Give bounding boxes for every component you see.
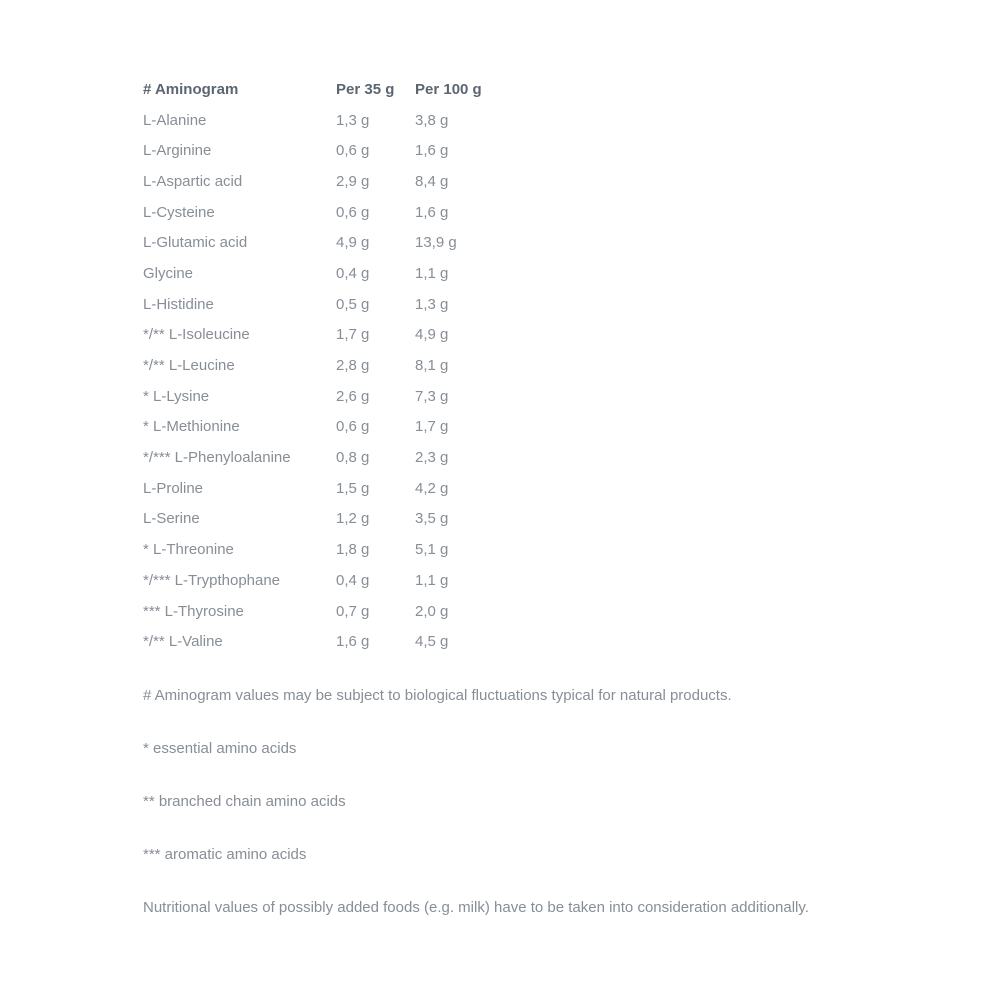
amino-value-per-35g: 1,8 g [336, 541, 370, 559]
table-row [143, 289, 555, 320]
table-row [143, 197, 555, 228]
amino-value-per-100g: 1,6 g [415, 142, 449, 160]
amino-value-per-35g: 0,5 g [336, 295, 370, 313]
amino-value-per-100g: 4,9 g [415, 326, 449, 344]
amino-value-per-35g: 1,5 g [336, 479, 370, 497]
table-row [143, 166, 555, 197]
amino-value-per-35g: 1,3 g [336, 111, 370, 129]
amino-value-per-35g: 0,8 g [336, 449, 370, 467]
table-row [143, 412, 555, 443]
amino-value-per-35g: 0,7 g [336, 602, 370, 620]
amino-acid-name: L-Arginine [143, 142, 212, 160]
table-row [143, 534, 555, 565]
amino-acid-name: L-Glutamic acid [143, 234, 248, 252]
amino-value-per-35g: 1,6 g [336, 633, 370, 651]
footnote: # Aminogram values may be subject to biological fluctuations typical for natural products. [143, 687, 732, 705]
footnote: * essential amino acids [143, 740, 297, 758]
amino-value-per-100g: 8,1 g [415, 357, 449, 375]
table-row [143, 442, 555, 473]
table-row [143, 596, 555, 627]
amino-value-per-35g: 0,4 g [336, 571, 370, 589]
amino-value-per-100g: 1,1 g [415, 264, 449, 282]
amino-value-per-100g: 2,3 g [415, 449, 449, 467]
table-row [143, 350, 555, 381]
amino-value-per-100g: 1,7 g [415, 418, 449, 436]
amino-acid-name: * L-Threonine [143, 541, 234, 559]
aminogram-table [143, 74, 555, 657]
amino-value-per-35g: 1,7 g [336, 326, 370, 344]
amino-acid-name: */*** L-Phenyloalanine [143, 449, 291, 467]
amino-value-per-100g: 1,3 g [415, 295, 449, 313]
amino-value-per-35g: 2,9 g [336, 172, 370, 190]
amino-acid-name: */** L-Isoleucine [143, 326, 250, 344]
amino-value-per-100g: 3,5 g [415, 510, 449, 528]
table-row [143, 135, 555, 166]
amino-acid-name: */*** L-Trypthophane [143, 571, 281, 589]
table-row [143, 258, 555, 289]
table-header-row [143, 74, 555, 105]
amino-acid-name: */** L-Leucine [143, 357, 235, 375]
amino-value-per-35g: 2,8 g [336, 357, 370, 375]
table-row [143, 227, 555, 258]
table-row [143, 320, 555, 351]
amino-acid-name: *** L-Thyrosine [143, 602, 244, 620]
amino-value-per-35g: 1,2 g [336, 510, 370, 528]
amino-value-per-35g: 0,6 g [336, 418, 370, 436]
amino-value-per-35g: 4,9 g [336, 234, 370, 252]
amino-value-per-100g: 8,4 g [415, 172, 449, 190]
amino-value-per-100g: 4,5 g [415, 633, 449, 651]
amino-value-per-100g: 1,1 g [415, 571, 449, 589]
footnote: ** branched chain amino acids [143, 793, 346, 811]
amino-value-per-100g: 1,6 g [415, 203, 449, 221]
amino-value-per-35g: 0,4 g [336, 264, 370, 282]
amino-value-per-100g: 13,9 g [415, 234, 457, 252]
amino-acid-name: Glycine [143, 264, 194, 282]
table-row [143, 565, 555, 596]
amino-acid-name: L-Histidine [143, 295, 214, 313]
table-row [143, 626, 555, 657]
amino-acid-name: L-Alanine [143, 111, 207, 129]
amino-acid-name: */** L-Valine [143, 633, 223, 651]
amino-value-per-100g: 7,3 g [415, 387, 449, 405]
amino-value-per-100g: 2,0 g [415, 602, 449, 620]
amino-acid-name: L-Cysteine [143, 203, 215, 221]
amino-value-per-100g: 4,2 g [415, 479, 449, 497]
amino-value-per-35g: 0,6 g [336, 203, 370, 221]
amino-value-per-100g: 3,8 g [415, 111, 449, 129]
footnote: *** aromatic amino acids [143, 846, 307, 864]
aminogram-sheet [143, 74, 963, 917]
col-header-per-35g: Per 35 g [336, 80, 395, 98]
table-row [143, 381, 555, 412]
table-row [143, 504, 555, 535]
footnote: Nutritional values of possibly added foods (e.g. milk) have to be taken into consideration additionally. [143, 899, 809, 917]
amino-value-per-100g: 5,1 g [415, 541, 449, 559]
amino-value-per-35g: 2,6 g [336, 387, 370, 405]
aminogram-table-body [143, 105, 555, 657]
amino-acid-name: L-Proline [143, 479, 204, 497]
amino-acid-name: L-Aspartic acid [143, 172, 243, 190]
amino-acid-name: * L-Methionine [143, 418, 240, 436]
amino-value-per-35g: 0,6 g [336, 142, 370, 160]
table-row [143, 473, 555, 504]
footnotes [143, 686, 963, 917]
col-header-aminogram: # Aminogram [143, 80, 239, 98]
col-header-per-100g: Per 100 g [415, 80, 482, 98]
amino-acid-name: L-Serine [143, 510, 200, 528]
table-row [143, 105, 555, 136]
amino-acid-name: * L-Lysine [143, 387, 210, 405]
